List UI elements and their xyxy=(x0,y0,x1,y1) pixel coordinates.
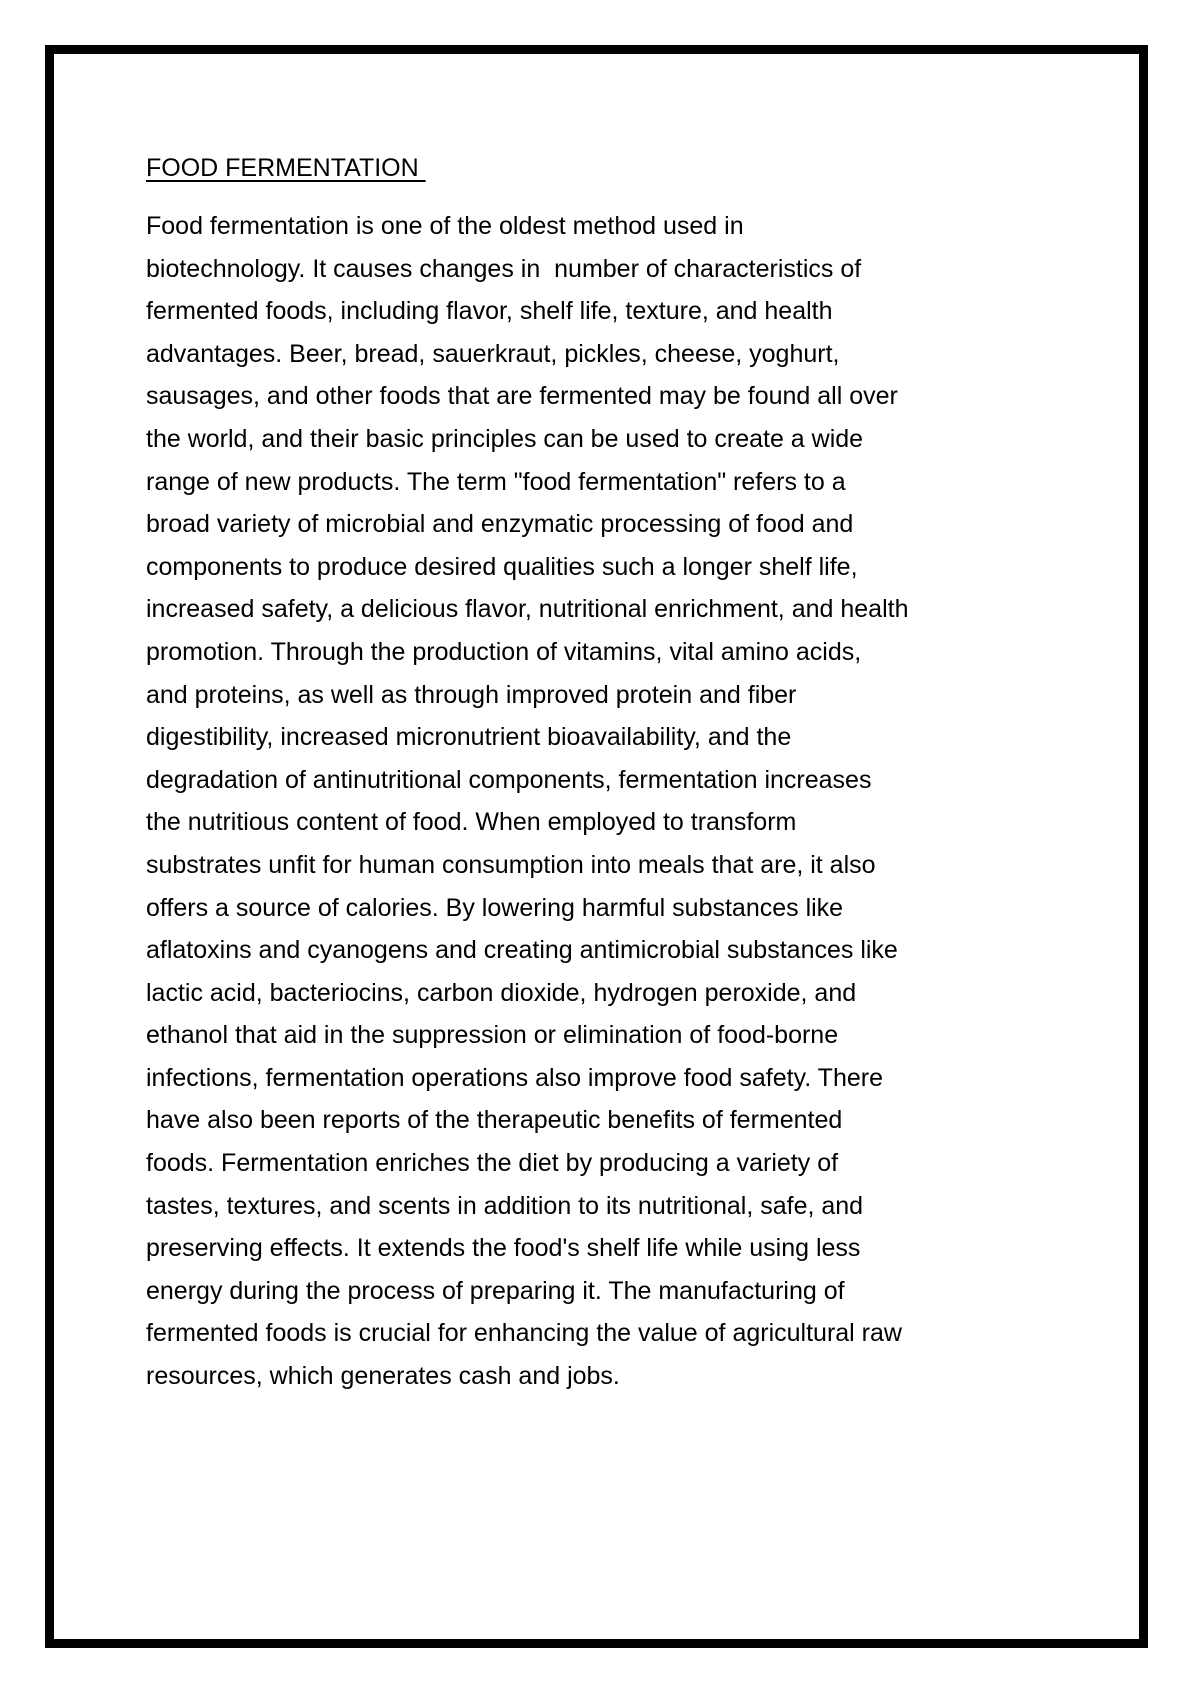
body-line: have also been reports of the therapeutic benefits of fermented xyxy=(146,1106,843,1135)
body-line: components to produce desired qualities such a longer shelf life, xyxy=(146,552,858,581)
body-line: fermented foods, including flavor, shelf life, texture, and health xyxy=(146,297,833,326)
body-line: energy during the process of preparing it. The manufacturing of xyxy=(146,1276,845,1305)
body-line: increased safety, a delicious flavor, nutritional enrichment, and health xyxy=(146,595,909,624)
body-line: substrates unfit for human consumption into meals that are, it also xyxy=(146,850,876,879)
body-line: infections, fermentation operations also improve food safety. There xyxy=(146,1063,883,1092)
body-line: resources, which generates cash and jobs. xyxy=(146,1362,620,1391)
body-line: promotion. Through the production of vitamins, vital amino acids, xyxy=(146,637,862,666)
body-line: sausages, and other foods that are fermented may be found all over xyxy=(146,382,898,411)
body-line: advantages. Beer, bread, sauerkraut, pickles, cheese, yoghurt, xyxy=(146,339,840,368)
body-line: ethanol that aid in the suppression or elimination of food-borne xyxy=(146,1021,839,1050)
body-line: broad variety of microbial and enzymatic processing of food and xyxy=(146,510,854,539)
body-line: the world, and their basic principles can be used to create a wide xyxy=(146,424,864,453)
body-line: degradation of antinutritional components, fermentation increases xyxy=(146,765,872,794)
body-line: preserving effects. It extends the food's shelf life while using less xyxy=(146,1234,861,1263)
body-line: range of new products. The term "food fermentation" refers to a xyxy=(146,467,846,496)
document-body xyxy=(146,205,1086,1398)
body-line: digestibility, increased micronutrient bioavailability, and the xyxy=(146,723,792,752)
body-line: tastes, textures, and scents in addition to its nutritional, safe, and xyxy=(146,1191,864,1220)
body-line: lactic acid, bacteriocins, carbon dioxide, hydrogen peroxide, and xyxy=(146,978,857,1007)
body-line: foods. Fermentation enriches the diet by producing a variety of xyxy=(146,1149,839,1178)
body-line: the nutritious content of food. When employed to transform xyxy=(146,808,797,837)
body-line: aflatoxins and cyanogens and creating antimicrobial substances like xyxy=(146,936,898,965)
body-line: offers a source of calories. By lowering harmful substances like xyxy=(146,893,844,922)
body-line: Food fermentation is one of the oldest method used in xyxy=(146,212,744,240)
body-line: biotechnology. It causes changes in number of characteristics of xyxy=(146,254,862,283)
body-line: and proteins, as well as through improved protein and fiber xyxy=(146,680,797,709)
document-title: FOOD FERMENTATION xyxy=(146,154,426,182)
body-line: fermented foods is crucial for enhancing the value of agricultural raw xyxy=(146,1319,902,1348)
document-content xyxy=(146,147,1086,1398)
